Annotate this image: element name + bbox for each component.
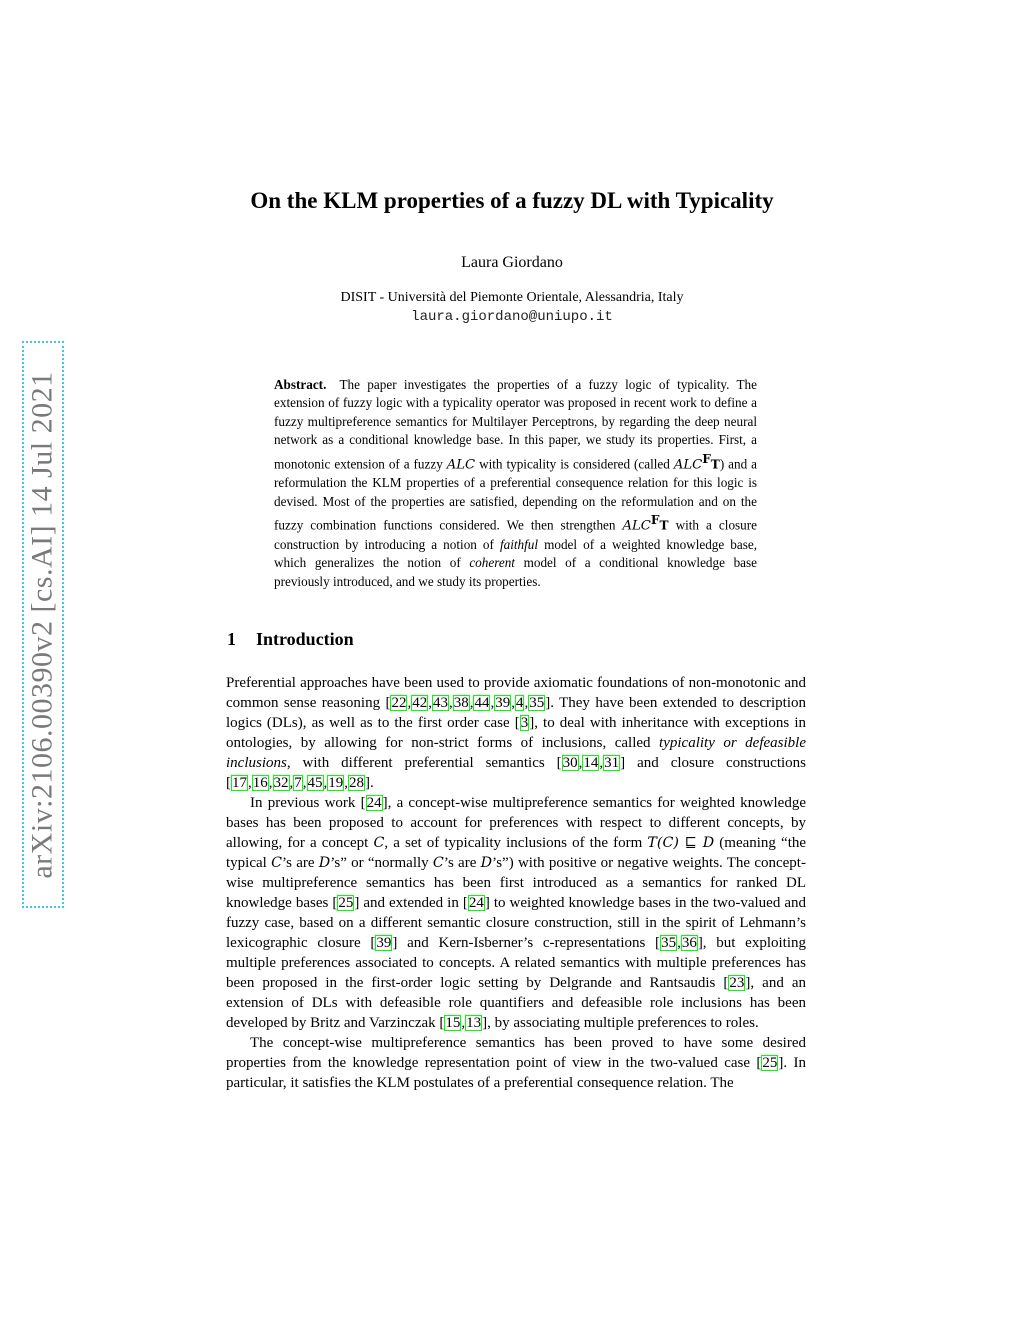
math-formula: T(C) ⊑ D bbox=[647, 835, 715, 851]
logic-op-t-2: T bbox=[659, 518, 669, 533]
section-title: Introduction bbox=[256, 629, 354, 649]
citation-link[interactable]: 15 bbox=[445, 1015, 461, 1031]
math-var: D bbox=[480, 855, 493, 871]
text-run: , a set of typicality inclusions of the form bbox=[384, 835, 648, 851]
section-number: 1 bbox=[227, 629, 236, 649]
logic-alcft-1: ALC bbox=[673, 457, 703, 473]
citation-link[interactable]: 32 bbox=[273, 775, 289, 791]
text-run: ]. bbox=[365, 775, 374, 791]
citation-link[interactable]: 38 bbox=[453, 695, 469, 711]
text-run: The concept-wise multipreference semantics has been proved to have some desired properties from the knowledge representation point of view in the two-valued case [ bbox=[226, 1035, 806, 1071]
text-run: , with different preferential semantics [ bbox=[286, 755, 562, 771]
emphasis-text: typicality or defeasible inclusions bbox=[226, 735, 806, 771]
citation-link[interactable]: 17 bbox=[232, 775, 247, 791]
text-run: ]. In particular, it satisfies the KLM postulates of a preferential consequence relation. The bbox=[226, 1055, 806, 1091]
citation-link[interactable]: 4 bbox=[515, 695, 524, 711]
citation-link[interactable]: 24 bbox=[366, 795, 382, 811]
text-run: Preferential approaches have been used to provide axiomatic foundations of non-monotonic and common sense reasoning [ bbox=[226, 675, 806, 711]
text-run: ] to weighted knowledge bases in the two-valued and fuzzy case, based on a different semantic closure construction, still in the spirit of Lehmann’s lexicographic closure [ bbox=[226, 895, 806, 951]
abstract-text-3: ) and a reformulation the KLM properties of a preferential consequence relation for this logic is devised. Most of the properties are satisfied, depending on the reformulation and on the fuzzy combination functions considered. We then strengthen bbox=[274, 456, 757, 533]
text-run: (meaning “the typical bbox=[226, 835, 807, 871]
citation-link[interactable]: 22 bbox=[391, 695, 407, 711]
citation-link[interactable]: 35 bbox=[661, 935, 677, 951]
citation-link[interactable]: 14 bbox=[583, 755, 599, 771]
citation-link[interactable]: 45 bbox=[307, 775, 323, 791]
text-run: ], but exploiting multiple preferences associated to concepts. A related semantics with multiple preferences has been proposed in the first-order logic setting by Delgrande and Rantsaudis [ bbox=[226, 935, 806, 991]
text-run: ’s are bbox=[281, 855, 319, 871]
body-text bbox=[226, 673, 806, 1093]
math-var: C bbox=[373, 835, 385, 851]
logic-op-t-1: T bbox=[710, 457, 720, 472]
logic-alcft-2: ALC bbox=[622, 518, 651, 534]
citation-link[interactable]: 30 bbox=[562, 755, 578, 771]
citation-link[interactable]: 39 bbox=[495, 695, 511, 711]
citation-link[interactable]: 7 bbox=[294, 775, 302, 791]
citation-link[interactable]: 36 bbox=[681, 935, 697, 951]
text-run: ’s” or “normally bbox=[330, 855, 433, 871]
text-run: ] and closure constructions [ bbox=[226, 755, 806, 791]
citation-link[interactable]: 43 bbox=[432, 695, 448, 711]
text-run: ], and an extension of DLs with defeasible role quantifiers and defeasible role inclusions has been developed by Britz and Varzinczak [ bbox=[226, 975, 807, 1031]
abstract-text-2: with typicality is considered (called bbox=[479, 456, 670, 472]
citation-link[interactable]: 24 bbox=[468, 895, 484, 911]
abstract-text-4: with a closure construction by introducing a notion of bbox=[274, 517, 758, 553]
abstract-text-6: model of a conditional knowledge base previously introduced, and we study its properties. bbox=[274, 555, 758, 589]
text-run: ’s”) with positive or negative weights. The concept-wise multipreference semantics has been first introduced as a semantics for ranked DL knowledge bases [ bbox=[226, 855, 806, 911]
citation-link[interactable]: 23 bbox=[729, 975, 745, 991]
citation-group: 17,16,32,7,45,19,28 bbox=[232, 775, 364, 791]
text-run: In previous work [ bbox=[250, 795, 366, 811]
text-run: ], a concept-wise multipreference semantics for weighted knowledge bases has been proposed to account for preferences with respect to different concepts, by allowing, for a concept bbox=[226, 795, 806, 851]
logic-sup-f-2: F bbox=[650, 513, 660, 528]
text-run: ] and extended in [ bbox=[354, 895, 468, 911]
citation-link[interactable]: 39 bbox=[376, 935, 392, 951]
paragraph-3 bbox=[226, 1033, 806, 1093]
paragraph-2 bbox=[226, 793, 806, 1033]
citation-link[interactable]: 25 bbox=[762, 1055, 778, 1071]
abstract-label: Abstract. bbox=[274, 377, 327, 392]
text-run: ], by associating multiple preferences to roles. bbox=[482, 1015, 759, 1031]
term-coherent: coherent bbox=[469, 555, 515, 571]
author-email[interactable]: laura.giordano@uniupo.it bbox=[411, 309, 613, 325]
text-run: ] and Kern-Isberner’s c-representations [ bbox=[392, 935, 661, 951]
text-run: ], to deal with inheritance with exceptions in ontologies, by allowing for non-strict forms of inclusions, called bbox=[226, 715, 807, 751]
arxiv-sidebar bbox=[22, 341, 64, 908]
arxiv-identifier: arXiv:2106.00390v2 [cs.AI] 14 Jul 2021 bbox=[26, 370, 59, 879]
paper-title: On the KLM properties of a fuzzy DL with Typicality bbox=[250, 188, 774, 213]
citation-link[interactable]: 31 bbox=[604, 755, 620, 771]
citation-link[interactable]: 16 bbox=[252, 775, 268, 791]
citation-group: 15,13 bbox=[445, 1015, 482, 1031]
citation-link[interactable]: 35 bbox=[529, 695, 545, 711]
abstract bbox=[274, 376, 757, 591]
author-affiliation: DISIT - Università del Piemonte Orientale, Alessandria, Italy bbox=[340, 290, 684, 305]
math-var: C bbox=[271, 855, 282, 871]
citation-group: 35,36 bbox=[661, 935, 697, 951]
citation-link[interactable]: 13 bbox=[466, 1015, 482, 1031]
citation-link[interactable]: 28 bbox=[349, 775, 364, 791]
citation-group: 22,42,43,38,44,39,4,35 bbox=[391, 695, 545, 711]
citation-link[interactable]: 42 bbox=[412, 695, 428, 711]
section-heading bbox=[227, 629, 354, 650]
math-var: C bbox=[432, 855, 444, 871]
citation-link[interactable]: 44 bbox=[474, 695, 490, 711]
logic-sup-f-1: F bbox=[702, 451, 711, 466]
citation-group: 30,14,31 bbox=[562, 755, 620, 771]
abstract-text-1: The paper investigates the properties of a fuzzy logic of typicality. The extension of fuzzy logic with a typicality operator was proposed in recent work to define a fuzzy multipreference semantics for Multilayer Perceptrons, by regarding the deep neural network as a conditional knowledge base. In this paper, we study its properties. First, a monotonic extension of a fuzzy bbox=[274, 377, 757, 472]
citation-link[interactable]: 19 bbox=[328, 775, 344, 791]
author-name: Laura Giordano bbox=[461, 254, 563, 271]
math-var: D bbox=[318, 855, 331, 871]
citation-link[interactable]: 3 bbox=[520, 715, 529, 731]
citation-link[interactable]: 25 bbox=[338, 895, 354, 911]
abstract-text-5: model of a weighted knowledge base, which generalizes the notion of bbox=[274, 537, 758, 571]
text-run: ]. They have been extended to description logics (DLs), as well as to the first order case [ bbox=[226, 695, 806, 731]
text-run: ’s are bbox=[443, 855, 481, 871]
logic-alc: ALC bbox=[446, 457, 476, 473]
term-faithful: faithful bbox=[499, 537, 539, 553]
paragraph-1 bbox=[226, 673, 806, 793]
